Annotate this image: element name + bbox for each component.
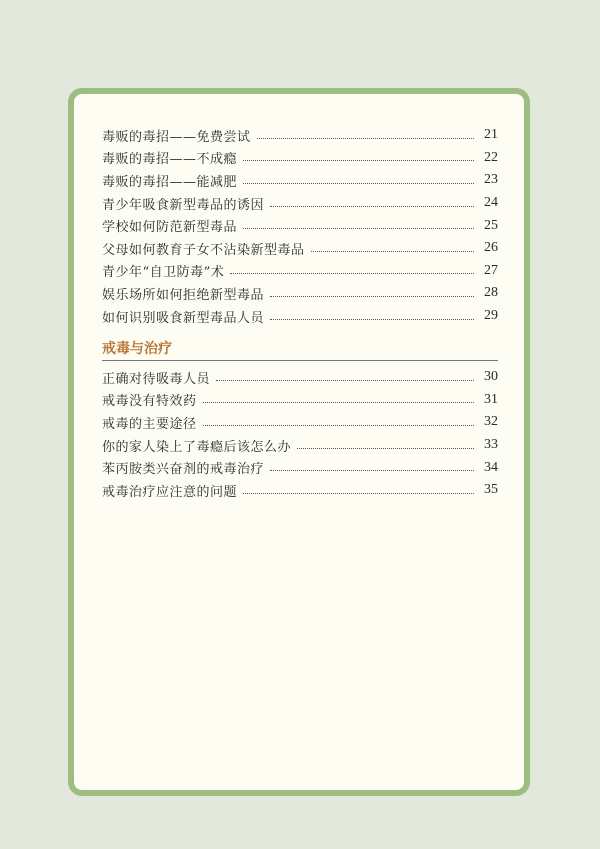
toc-entry-page: 31 xyxy=(484,391,498,407)
toc-entry-title: 父母如何教育子女不沾染新型毒品 xyxy=(102,242,305,258)
toc-entry-page: 27 xyxy=(484,262,498,278)
toc-entry-title: 青少年吸食新型毒品的诱因 xyxy=(102,197,265,213)
toc-entry-title: 你的家人染上了毒瘾后该怎么办 xyxy=(102,439,292,455)
dot-leader xyxy=(243,228,474,229)
toc-entry[interactable] xyxy=(102,434,498,457)
section-title: 戒毒与治疗 xyxy=(102,341,172,357)
dot-leader xyxy=(270,319,474,320)
dot-leader xyxy=(311,251,474,252)
toc-entry-title: 戒毒的主要途径 xyxy=(102,416,197,432)
toc-entry-title: 毒贩的毒招——不成瘾 xyxy=(102,152,238,168)
toc-entry-title: 戒毒没有特效药 xyxy=(102,394,197,410)
dot-leader xyxy=(270,206,474,207)
toc-entry[interactable] xyxy=(102,282,498,305)
toc-entry-title: 毒贩的毒招——能减肥 xyxy=(102,174,238,190)
toc-entry-page: 33 xyxy=(484,437,498,453)
toc-entry-page: 28 xyxy=(484,285,498,301)
toc-entry[interactable] xyxy=(102,366,498,389)
toc-entry-title: 如何识别吸食新型毒品人员 xyxy=(102,310,265,326)
toc-entry[interactable] xyxy=(102,147,498,170)
toc-entry[interactable] xyxy=(102,192,498,215)
toc-entry-title: 毒贩的毒招——免费尝试 xyxy=(102,129,251,145)
toc-entry-page: 34 xyxy=(484,459,498,475)
toc-entry-page: 26 xyxy=(484,240,498,256)
toc-entry[interactable] xyxy=(102,237,498,260)
toc-entry[interactable] xyxy=(102,479,498,502)
toc-entry-title: 学校如何防范新型毒品 xyxy=(102,220,238,236)
toc-entry-page: 32 xyxy=(484,414,498,430)
toc-entry-page: 24 xyxy=(484,195,498,211)
toc-list-part1 xyxy=(102,124,498,327)
dot-leader xyxy=(203,425,474,426)
dot-leader xyxy=(243,493,474,494)
toc-entry[interactable] xyxy=(102,214,498,237)
toc-entry[interactable] xyxy=(102,456,498,479)
dot-leader xyxy=(243,160,474,161)
toc-entry-title: 正确对待吸毒人员 xyxy=(102,371,211,387)
toc-entry[interactable] xyxy=(102,260,498,283)
toc-entry-page: 25 xyxy=(484,217,498,233)
toc-entry-page: 21 xyxy=(484,127,498,143)
toc-entry[interactable] xyxy=(102,124,498,147)
toc-entry[interactable] xyxy=(102,169,498,192)
toc-entry-title: 青少年“自卫防毒”术 xyxy=(102,265,225,281)
dot-leader xyxy=(270,296,474,297)
toc-entry[interactable] xyxy=(102,305,498,328)
dot-leader xyxy=(230,273,474,274)
dot-leader xyxy=(257,138,474,139)
toc-entry-page: 29 xyxy=(484,308,498,324)
dot-leader xyxy=(270,470,474,471)
toc-entry-page: 35 xyxy=(484,482,498,498)
dot-leader xyxy=(243,183,474,184)
toc-entry-title: 苯丙胺类兴奋剂的戒毒治疗 xyxy=(102,462,265,478)
section-divider xyxy=(102,360,498,361)
toc-entry-title: 戒毒治疗应注意的问题 xyxy=(102,484,238,500)
dot-leader xyxy=(216,380,474,381)
toc-entry-page: 22 xyxy=(484,149,498,165)
toc-entry-page: 30 xyxy=(484,369,498,385)
toc-entry[interactable] xyxy=(102,411,498,434)
toc-entry-page: 23 xyxy=(484,172,498,188)
dot-leader xyxy=(203,402,474,403)
toc-entry-title: 娱乐场所如何拒绝新型毒品 xyxy=(102,287,265,303)
toc-entry[interactable] xyxy=(102,389,498,412)
dot-leader xyxy=(297,448,474,449)
toc-list-section2 xyxy=(102,366,498,502)
